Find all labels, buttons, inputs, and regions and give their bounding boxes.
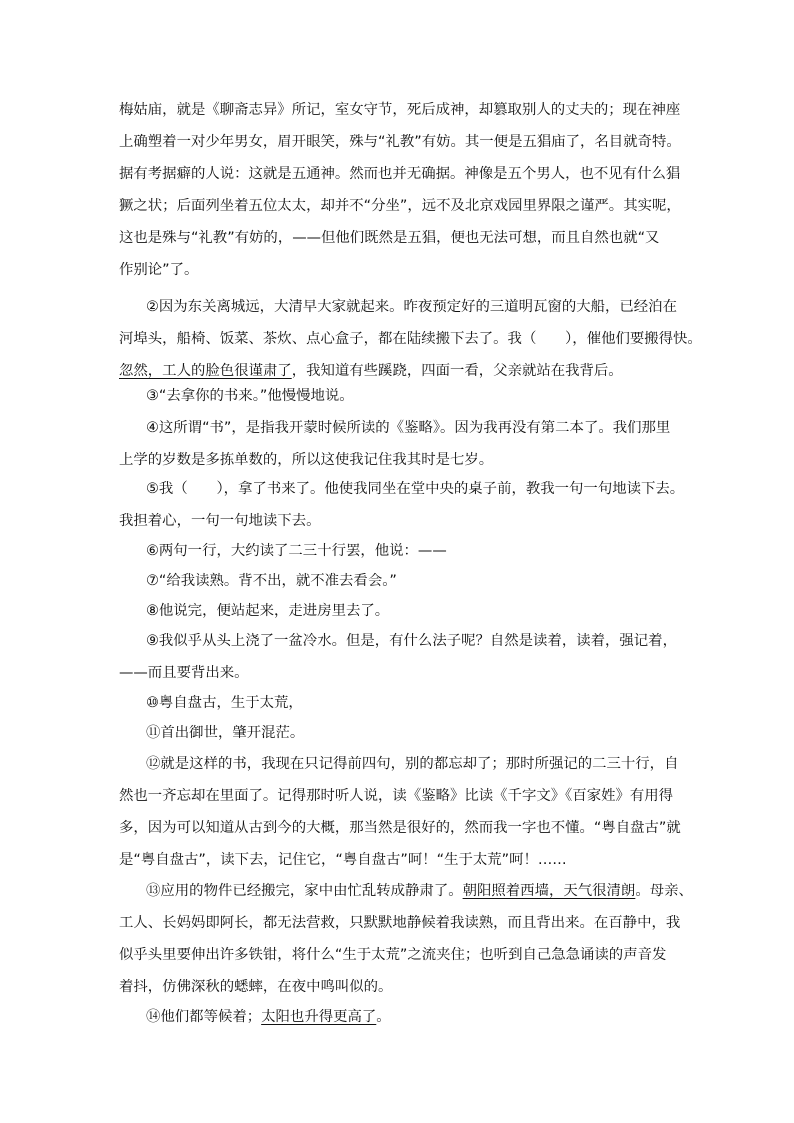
text-line (119, 662, 249, 684)
text-line (146, 753, 678, 775)
text-segment: ④这所谓“书”，是指我开蒙时候所读的《鉴略》。因为我再没有第二本了。我们那里 (146, 420, 671, 436)
text-line (119, 328, 702, 350)
text-segment: 河埠头，船椅、饭菜、茶炊、点心盒子，都在陆续搬下去了。我（ ），催他们要搬得快。 (119, 331, 702, 347)
text-line (119, 259, 198, 281)
text-line (146, 570, 397, 592)
text-segment: 然也一齐忘却在里面了。记得那时听人说，读《鉴略》比读《千字文》《百家姓》有用得 (119, 788, 674, 804)
text-segment: 獗之状；后面列坐着五位太太，却并不“分坐”，远不及北京戏园里界限之谨严。其实呢， (119, 198, 681, 214)
text-segment: 工人、长妈妈即阿长，都无法营救，只默默地静候着我读熟，而且背出来。在百静中，我 (119, 915, 681, 931)
text-line (119, 912, 680, 934)
text-line (119, 227, 659, 249)
text-segment: ⑫就是这样的书，我现在只记得前四句，别的都忘却了；那时所强记的二三十行，自 (146, 756, 679, 772)
text-line (146, 722, 304, 744)
text-line (119, 976, 392, 998)
text-segment: ⑬应用的物件已经搬完，家中由忙乱转成静肃了。 (146, 883, 463, 899)
text-segment: 作别论”了。 (119, 262, 199, 278)
text-segment: ⑤我（ ），拿了书来了。他使我同坐在堂中央的桌子前，教我一句一句地读下去。 (146, 481, 685, 497)
text-segment: ②因为东关离城远，大清早大家就起来。昨夜预定好的三道明瓦窗的大船，已经泊在 (146, 299, 677, 315)
text-segment: ⑩粤自盘古，生于太荒， (146, 695, 303, 711)
text-line (146, 880, 693, 902)
text-segment: ⑨我似乎从头上浇了一盆冷水。但是，有什么法子呢？自然是读着，读着，强记着， (146, 633, 677, 649)
text-segment: ⑥两句一行，大约读了二三十行罢，他说：—— (146, 543, 447, 559)
text-line (146, 296, 677, 318)
text-segment: ⑭他们都等候着； (146, 1009, 262, 1025)
text-segment: 这也是殊与“礼教”有妨的，——但他们既然是五猖，便也无法可想，而且自然也就“又 (119, 230, 660, 246)
text-line (146, 600, 389, 622)
text-segment: ⑪首出御世，肇开混茫。 (146, 725, 305, 741)
text-line (119, 817, 681, 839)
text-segment: 着抖，仿佛深秋的蟋蟀，在夜中鸣叫似的。 (119, 979, 393, 995)
text-segment: 是“粤自盘古”，读下去，记住它，“粤自盘古”呵！“生于太荒”呵！…… (119, 852, 567, 868)
text-line (119, 449, 493, 471)
text-line (146, 385, 354, 407)
text-line (119, 163, 680, 185)
text-line (119, 785, 673, 807)
text-segment: 。母亲、 (635, 883, 693, 899)
underlined-phrase: 太阳也升得更高了 (261, 1009, 377, 1025)
text-segment: 多，因为可以知道从古到今的大概，那当然是很好的，然而我一字也不懂。“粤自盘古”就 (119, 820, 681, 836)
text-line (146, 417, 670, 439)
text-line (119, 360, 623, 382)
text-line (146, 478, 684, 500)
text-line (119, 195, 681, 217)
text-segment: 似乎头里要伸出许多铁钳，将什么“生于太荒”之流夹住；也听到自己急急诵读的声音发 (119, 947, 667, 963)
text-line (119, 131, 681, 153)
text-line (119, 849, 567, 871)
text-segment: ③“去拿你的书来。”他慢慢地说。 (146, 388, 354, 404)
text-line (146, 1006, 391, 1028)
text-segment: 梅姑庙，就是《聊斋志异》所记，室女守节，死后成神，却篡取别人的丈夫的；现在神座 (119, 102, 681, 118)
text-line (119, 510, 320, 532)
text-line (146, 540, 447, 562)
underlined-phrase: 朝阳照着西墙，天气很清朗 (462, 883, 636, 899)
text-line (146, 630, 677, 652)
text-line (119, 99, 680, 121)
text-segment: 我担着心，一句一句地读下去。 (119, 513, 321, 529)
text-segment: ——而且要背出来。 (119, 665, 249, 681)
text-segment: ，我知道有些蹊跷，四面一看，父亲就站在我背后。 (291, 363, 623, 379)
text-segment: ⑧他说完，便站起来，走进房里去了。 (146, 603, 390, 619)
text-line (119, 944, 666, 966)
text-segment: ⑦“给我读熟。背不出，就不准去看会。” (146, 573, 397, 589)
text-line (146, 692, 303, 714)
text-segment: 。 (376, 1009, 391, 1025)
text-segment: 上学的岁数是多拣单数的，所以这使我记住我其时是七岁。 (119, 452, 494, 468)
text-segment: 据有考据癖的人说：这就是五通神。然而也并无确据。神像是五个男人，也不见有什么猖 (119, 166, 681, 182)
underlined-phrase: 忽然，工人的脸色很谨肃了 (119, 363, 292, 379)
text-segment: 上确塑着一对少年男女，眉开眼笑，殊与“礼教”有妨。其一便是五猖庙了，名目就奇特。 (119, 134, 681, 150)
